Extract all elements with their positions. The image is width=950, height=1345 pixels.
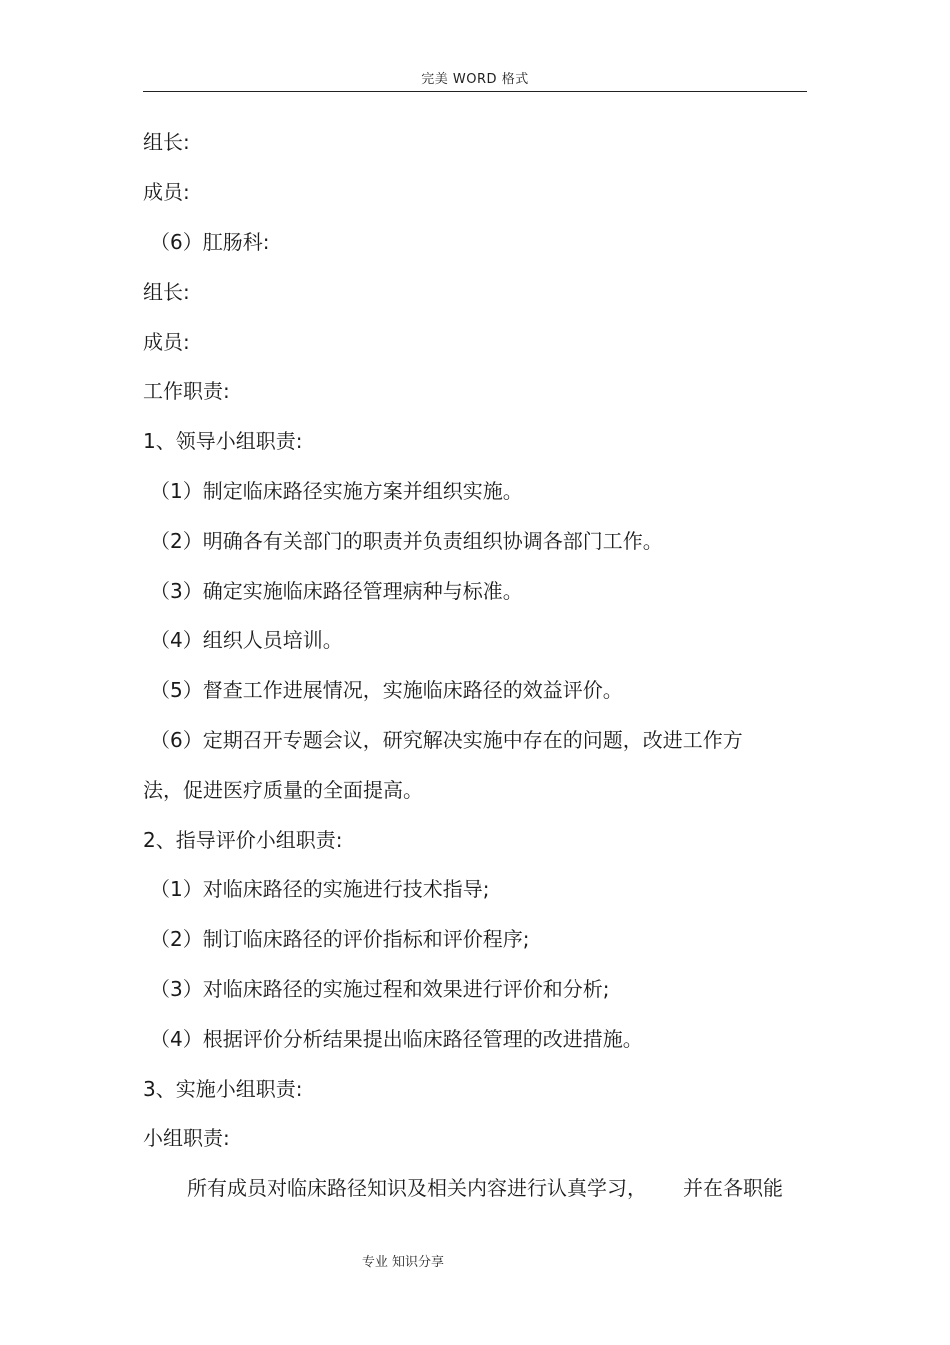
- paragraph-text-part-2: 并在各职能: [683, 1176, 783, 1200]
- section-2-item-3: （3）对临床路径的实施过程和效果进行评价和分析;: [150, 977, 610, 1001]
- section-1-item-2: （2）明确各有关部门的职责并负责组织协调各部门工作。: [150, 529, 663, 553]
- section-1-item-3: （3）确定实施临床路径管理病种与标准。: [150, 579, 523, 603]
- section-1-item-6-continued: 法，促进医疗质量的全面提高。: [143, 778, 423, 802]
- paragraph-text-part-1: 所有成员对临床路径知识及相关内容进行认真学习，: [187, 1176, 647, 1200]
- section-2-heading: 2、指导评价小组职责:: [143, 828, 343, 852]
- team-leader-label-2: 组长:: [143, 280, 190, 304]
- section-1-item-1: （1）制定临床路径实施方案并组织实施。: [150, 479, 523, 503]
- page-header: 完美 WORD 格式: [421, 72, 529, 87]
- job-duties-heading: 工作职责:: [143, 379, 230, 403]
- section-1-item-6: （6）定期召开专题会议，研究解决实施中存在的问题，改进工作方: [150, 728, 743, 752]
- team-members-label-2: 成员:: [143, 330, 190, 354]
- section-1-item-4: （4）组织人员培训。: [150, 628, 343, 652]
- section-1-item-5: （5）督查工作进展情况，实施临床路径的效益评价。: [150, 678, 623, 702]
- section-2-item-1: （1）对临床路径的实施进行技术指导;: [150, 877, 490, 901]
- section-1-heading: 1、领导小组职责:: [143, 429, 303, 453]
- section-2-item-4: （4）根据评价分析结果提出临床路径管理的改进措施。: [150, 1027, 643, 1051]
- team-duties-paragraph: [187, 1174, 783, 1202]
- section-2-item-2: （2）制订临床路径的评价指标和评价程序;: [150, 927, 530, 951]
- header-divider: [143, 91, 807, 92]
- team-leader-label-1: 组长:: [143, 130, 190, 154]
- department-anorectal-heading: （6）肛肠科:: [150, 230, 270, 254]
- team-duties-label: 小组职责:: [143, 1126, 230, 1150]
- page-footer: 专业 知识分享: [361, 1255, 445, 1270]
- section-3-heading: 3、实施小组职责:: [143, 1077, 303, 1101]
- team-members-label-1: 成员:: [143, 180, 190, 204]
